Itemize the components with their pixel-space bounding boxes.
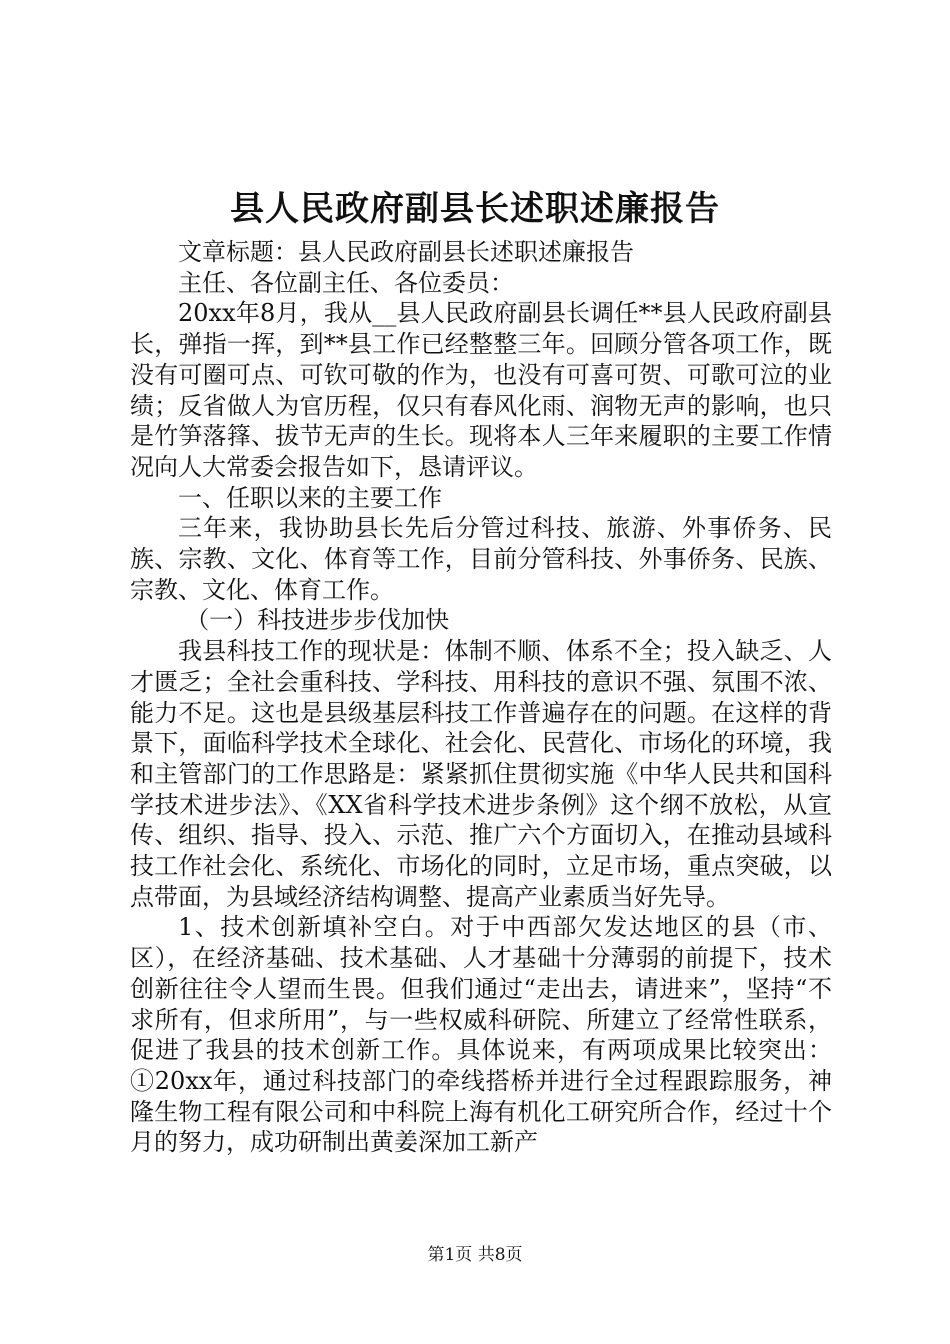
intro-paragraph: 20xx年8月，我从__县人民政府副县长调任**县人民政府副县长，弹指一挥，到**县工作已经整整三年。回顾分管各项工作，既没有可圈可点、可钦可敬的作为，也没有可喜可贺、可歌可泣的业绩；反省做人为官历程，仅只有春风化雨、润物无声的影响，也只是竹笋落箨、拔节无声的生长。现将本人三年来履职的主要工作情况向人大常委会报告如下，恳请评议。: [130, 299, 832, 481]
document-body: [130, 237, 832, 1158]
document-title: 县人民政府副县长述职述廉报告: [230, 189, 720, 229]
salutation: 主任、各位副主任、各位委员：: [178, 268, 514, 297]
section-heading-1: 一、任职以来的主要工作: [178, 483, 442, 512]
item-1-paragraph: 1、技术创新填补空白。对于中西部欠发达地区的县（市、区），在经济基础、技术基础、人才基础十分薄弱的前提下，技术创新往往令人望而生畏。但我们通过“走出去，请进来”，坚持“不求所有，但求所用”，与一些权威科研院、所建立了经常性联系，促进了我县的技术创新工作。具体说来，有两项成果比较突出：①20xx年，通过科技部门的牵线搭桥并进行全过程跟踪服务，神隆生物工程有限公司和中科院上海有机化工研究所合作，经过十个月的努力，成功研制出黄姜深加工新产: [130, 913, 832, 1157]
section-1-paragraph: 三年来，我协助县长先后分管过科技、旅游、外事侨务、民族、宗教、文化、体育等工作，目前分管科技、外事侨务、民族、宗教、文化、体育工作。: [130, 514, 832, 604]
subsection-1-paragraph: 我县科技工作的现状是：体制不顺、体系不全；投入缺乏、人才匮乏；全社会重科技、学科技、用科技的意识不强、氛围不浓、能力不足。这也是县级基层科技工作普遍存在的问题。在这样的背景下，面临科学技术全球化、社会化、民营化、市场化的环境，我和主管部门的工作思路是：紧紧抓住贯彻实施《中华人民共和国科学技术进步法》、《XX省科学技术进步条例》这个纲不放松，从宣传、组织、指导、投入、示范、推广六个方面切入，在推动县域科技工作社会化、系统化、市场化的同时，立足市场，重点突破，以点带面，为县域经济结构调整、提高产业素质当好先导。: [130, 637, 832, 911]
article-title-line: 文章标题：县人民政府副县长述职述廉报告: [178, 238, 634, 266]
subsection-heading-1: （一）科技进步步伐加快: [185, 606, 450, 635]
page-footer: 第1页 共8页: [427, 1245, 523, 1265]
